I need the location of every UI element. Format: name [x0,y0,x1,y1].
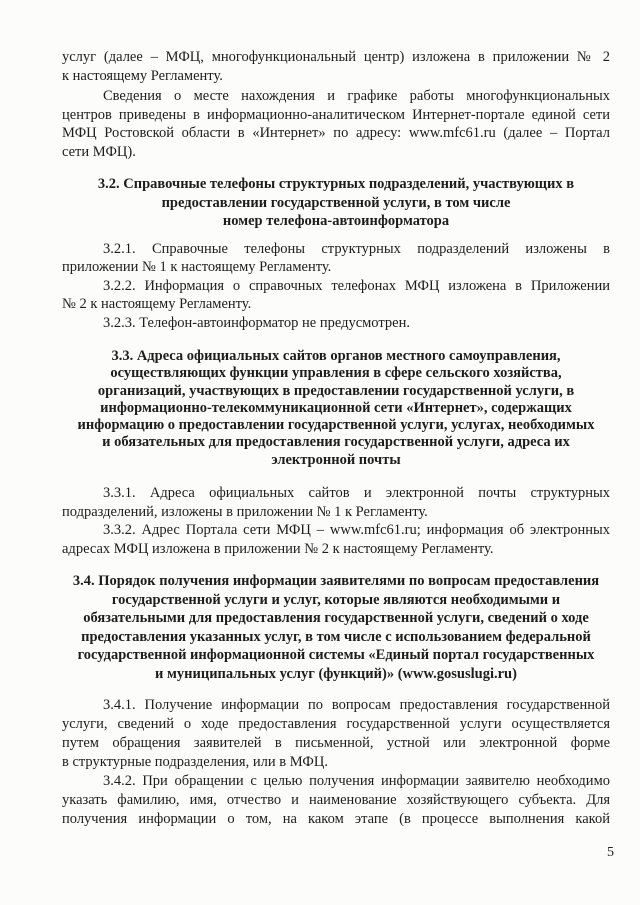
text-line: 3.2.1. Справочные телефоны структурных подразделений изложены в [103,240,610,257]
text-line: путем обращения заявителей в письменной, устной или электронной форме [62,734,610,751]
text-line: 3.2.2. Информация о справочных телефонах МФЦ изложена в Приложении [103,277,610,294]
heading-line: предоставлении государственной услуги, в том числе [161,194,511,211]
page-number: 5 [607,845,614,860]
text-line: получения информации о том, на каком этапе (в процессе выполнения какой [62,810,610,827]
paragraph-3-4-1 [62,696,610,772]
text-line: 3.3.2. Адрес Портала сети МФЦ – www.mfc61.ru; информация об электронных [103,522,610,539]
paragraph-3-2-2 [62,277,610,314]
paragraph-3-3-1 [62,484,610,521]
text-line: № 2 к настоящему Регламенту. [62,296,252,312]
heading-line: 3.2. Справочные телефоны структурных подразделений, участвующих в [97,176,575,192]
heading-line: предоставления указанных услуг, в том числе с использованием федеральной [81,628,591,645]
section-heading-3-3 [62,348,610,469]
text-line: к настоящему Регламенту. [62,67,223,84]
text-line: в структурные подразделения, или в МФЦ. [62,753,328,770]
paragraph-3-2-1 [62,240,610,277]
section-heading-3-2 [62,175,610,231]
heading-line: организаций, участвующих в предоставлении государственной услуги, в [97,382,575,399]
text-line: 3.4.2. При обращении с целью получения информации заявителю необходимо [103,772,610,789]
text-line: 3.2.3. Телефон-автоинформатор не предусмотрен. [103,314,410,331]
text-line: услуги, сведений о ходе предоставления государственной услуги осуществляется [62,715,610,732]
heading-line: и муниципальных услуг (функций)» (www.gosuslugi.ru) [155,666,517,683]
heading-line: 3.3. Адреса официальных сайтов органов местного самоуправления, [111,348,561,364]
paragraph-3-2-3 [62,314,610,333]
paragraph-3-4-2 [62,772,610,829]
text-line: подразделений, изложены в приложении № 1 к Регламенту. [62,503,428,520]
text-column [62,48,610,829]
heading-line: электронной почты [271,451,401,468]
heading-line: осуществляющих функции управления в сфере сельского хозяйства, [110,365,562,382]
heading-line: номер телефона-автоинформатора [222,213,450,229]
heading-line: информационно-телекоммуникационной сети «Интернет», содержащих [100,399,572,416]
text-line: МФЦ Ростовской области в «Интернет» по адресу: www.mfc61.ru (далее – Портал [62,125,610,141]
text-line: сети МФЦ). [62,143,136,160]
heading-line: государственной информационной системы «Единый портал государственных [77,647,595,664]
text-line: услуг (далее – МФЦ, многофункциональный центр) изложена в приложении № 2 [62,49,610,65]
text-line: центров приведены в информационно-аналитическом Интернет-портале единой сети [62,106,610,123]
heading-line: 3.4. Порядок получения информации заявителями по вопросам предоставления [72,573,600,590]
heading-line: информацию о предоставлении государственной услуги, услугах, необходимых [77,417,595,434]
text-line: приложении № 1 к настоящему Регламенту. [62,259,332,275]
text-line: 3.3.1. Адреса официальных сайтов и электронной почты структурных [103,485,610,502]
paragraph-continuation [62,48,610,85]
paragraph-mfc-info [62,87,610,161]
text-line: адресах МФЦ изложена в приложении № 2 к настоящему Регламенту. [62,540,494,557]
paragraph-3-3-2 [62,521,610,558]
text-line: 3.4.1. Получение информации по вопросам предоставления государственной [103,696,610,713]
heading-line: и обязательных для предоставления государственной услуги, адреса их [102,434,570,451]
heading-line: обязательными для предоставления государственной услуги, сведений о ходе [83,610,589,627]
section-heading-3-4 [62,572,610,684]
text-line: указать фамилию, имя, отчество и наименование хозяйствующего субъекта. Для [62,791,610,808]
text-line: Сведения о месте нахождения и графике работы многофункциональных [103,88,610,104]
heading-line: государственной услуги и услуг, которые являются необходимыми и [111,591,561,608]
